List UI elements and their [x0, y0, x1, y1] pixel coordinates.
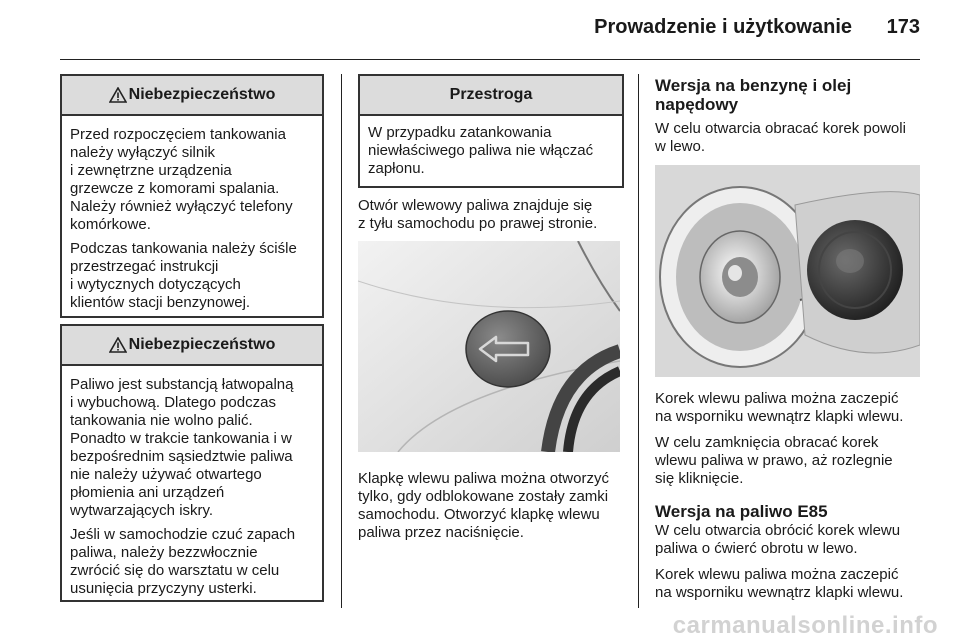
header-rule	[60, 59, 920, 60]
warning-paragraph: Podczas tankowania należy ściśle przestrzegać instrukcji i wytycznych dotyczących klientów stacji benzynowej.	[70, 240, 297, 311]
e85-open-text: W celu otwarcia obrócić korek wlewu paliwa o ćwierć obrotu w lewo.	[655, 522, 901, 557]
warning-header	[62, 326, 322, 366]
column-divider	[638, 74, 639, 608]
page-number: 173	[886, 16, 920, 38]
e85-hook-text: Korek wlewu paliwa można zaczepić na wsporniku wewnątrz klapki wlewu.	[655, 566, 904, 601]
petrol-open-text: W celu otwarcia obracać korek powoli w lewo.	[655, 120, 906, 155]
caution-header	[360, 76, 622, 116]
cap-hook-text: Korek wlewu paliwa można zaczepić na wsporniku wewnątrz klapki wlewu.	[655, 390, 904, 425]
warning-triangle-icon	[109, 337, 127, 353]
warning-paragraph: Przed rozpoczęciem tankowania należy wyłączyć silnik i zewnętrzne urządzenia grzewcze z komorami spalania. Należy również wyłączyć telefony komórkowe.	[70, 126, 293, 233]
caution-box	[358, 74, 624, 188]
warning-title: Niebezpieczeństwo	[128, 86, 276, 103]
fuel-filler-location-text: Otwór wlewowy paliwa znajduje się z tyłu samochodu po prawej stronie.	[358, 197, 598, 232]
caution-title: Przestroga	[449, 86, 533, 103]
warning-paragraph: Paliwo jest substancją łatwopalną i wybuchową. Dlatego podczas tankowania nie wolno palić. Ponadto w trakcie tankowania i w bezpośrednim sąsiedztwie paliwa nie należy używać otwartego płomienia ani urządzeń wytwarzających iskry.	[70, 376, 294, 519]
fuel-flap-photo	[358, 241, 620, 452]
section-heading: Wersja na paliwo E85	[655, 502, 828, 521]
warning-header	[62, 76, 322, 116]
column-divider	[341, 74, 342, 608]
watermark: carmanualsonline.info	[672, 612, 938, 639]
warning-triangle-icon	[109, 87, 127, 103]
chapter-title: Prowadzenie i użytkowanie	[594, 16, 852, 38]
warning-box	[60, 324, 324, 602]
fuel-flap-open-text: Klapkę wlewu paliwa można otworzyć tylko, gdy odblokowane zostały zamki samochodu. Otworzyć klapkę wlewu paliwa przez naciśnięcie.	[358, 470, 609, 541]
warning-box	[60, 74, 324, 318]
caution-text: W przypadku zatankowania niewłaściwego paliwa nie włączać zapłonu.	[368, 124, 594, 177]
warning-paragraph: Jeśli w samochodzie czuć zapach paliwa, należy bezzwłocznie zwrócić się do warsztatu w celu usunięcia przyczyny usterki.	[70, 526, 296, 597]
fuel-cap-photo	[655, 165, 920, 377]
warning-title: Niebezpieczeństwo	[128, 336, 276, 353]
section-heading: Wersja na benzynę i olej napędowy	[655, 76, 852, 114]
closing-text: W celu zamknięcia obracać korek wlewu paliwa w prawo, aż rozlegnie się kliknięcie.	[655, 434, 893, 487]
